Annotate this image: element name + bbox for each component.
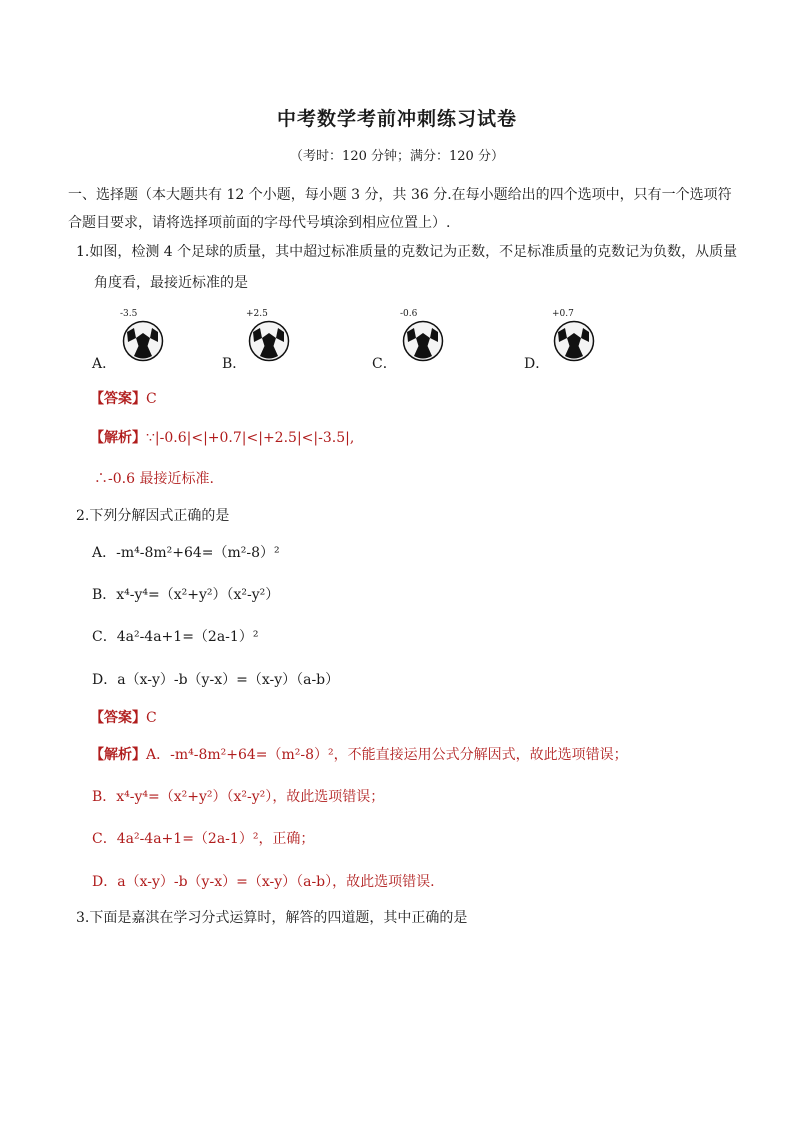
q1-option-c-letter: C． [372, 356, 397, 372]
analysis-text: ∵|-0.6|<|+0.7|<|+2.5|<|-3.5|, [146, 430, 355, 446]
answer-tag: 【答案】 [90, 391, 146, 407]
soccer-ball-icon [122, 320, 164, 362]
q1-answer [90, 388, 157, 408]
q1-conclusion: ∴-0.6 最接近标准. [94, 471, 214, 487]
analysis-expr-c: C．4a²-4a+1=（2a-1）² [92, 831, 259, 847]
q2-option-d: D．a（x-y）-b（y-x）=（x-y）（a-b） [92, 672, 340, 688]
answer-value: C [146, 391, 157, 407]
exam-subtitle: （考时：120 分钟；满分：120 分） [290, 149, 504, 164]
analysis-expr-a: A．-m⁴-8m²+64=（m²-8）² [146, 747, 334, 763]
q1-analysis [90, 427, 354, 447]
analysis-tag: 【解析】 [90, 430, 146, 446]
q1-option-b-letter: B． [222, 356, 247, 372]
page-title: 中考数学考前冲刺练习试卷 [276, 108, 517, 130]
section-instruction-line1: 一、选择题（本大题共有 12 个小题，每小题 3 分，共 36 分.在每小题给出的四个选项中，只有一个选项符 [68, 187, 732, 203]
q1-option-d-value: +0.7 [552, 309, 574, 319]
soccer-ball-icon [553, 320, 595, 362]
analysis-c-verdict: ，正确； [258, 831, 315, 847]
analysis-a-verdict: ，不能直接运用公式分解因式，故此选项错误； [333, 747, 628, 763]
q2-analysis-c [92, 828, 314, 848]
soccer-ball-icon [248, 320, 290, 362]
q1-option-a-value: -3.5 [120, 309, 138, 319]
answer-value: C [146, 710, 157, 726]
q3-stem: 3.下面是嘉淇在学习分式运算时，解答的四道题，其中正确的是 [76, 910, 468, 926]
answer-tag: 【答案】 [90, 710, 146, 726]
soccer-ball-icon [402, 320, 444, 362]
analysis-expr-d: D．a（x-y）-b（y-x）=（x-y）（a-b） [92, 874, 333, 890]
q2-stem: 2.下列分解因式正确的是 [76, 508, 230, 524]
q1-stem-line2: 角度看，最接近标准的是 [94, 275, 248, 291]
q2-option-c: C．4a²-4a+1=（2a-1）² [92, 629, 259, 645]
analysis-d-verdict: ，故此选项错误. [332, 874, 435, 890]
q2-option-b: B．x⁴-y⁴=（x²+y²）（x²-y²） [92, 587, 280, 603]
q1-option-b-value: +2.5 [246, 309, 268, 319]
q2-analysis-b [92, 786, 384, 806]
q2-analysis-a [90, 744, 628, 764]
q2-option-a: A．-m⁴-8m²+64=（m²-8）² [92, 545, 280, 561]
q1-option-a-letter: A． [92, 356, 117, 372]
analysis-tag: 【解析】 [90, 747, 146, 763]
q2-answer [90, 707, 157, 727]
q2-analysis-d [92, 871, 435, 891]
section-instruction-line2: 合题目要求，请将选择项前面的字母代号填涂到相应位置上）. [68, 215, 451, 231]
q1-option-d-letter: D． [524, 356, 550, 372]
q1-option-c-value: -0.6 [400, 309, 418, 319]
analysis-b-verdict: ，故此选项错误； [272, 789, 385, 805]
q1-stem-line1: 1.如图，检测 4 个足球的质量，其中超过标准质量的克数记为正数，不足标准质量的克数记为负数，从质量 [76, 244, 738, 260]
analysis-expr-b: B．x⁴-y⁴=（x²+y²）（x²-y²） [92, 789, 273, 805]
